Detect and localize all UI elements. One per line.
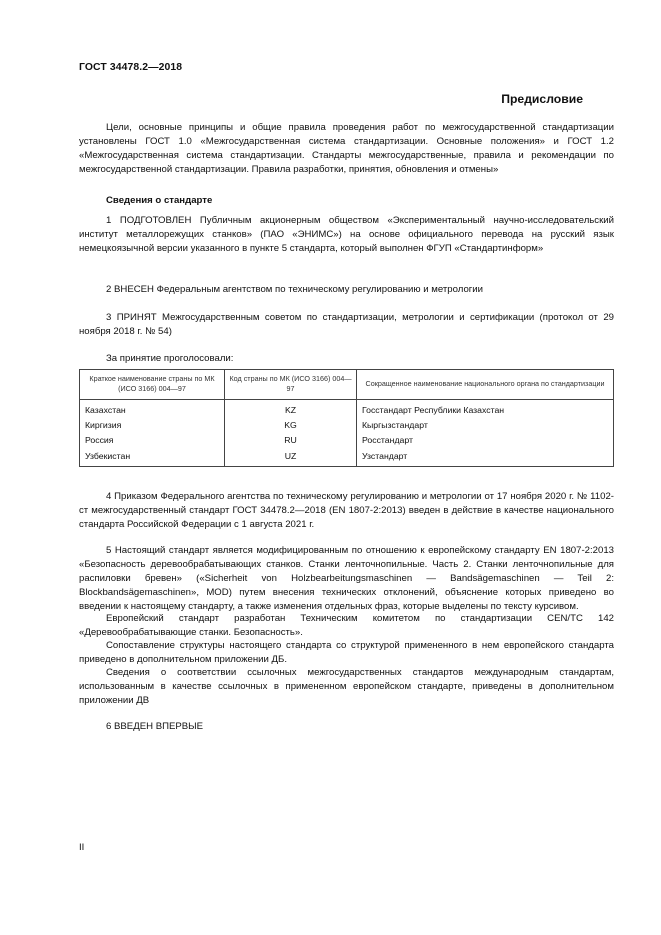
page-number: II	[79, 842, 85, 853]
item-european-developer: Европейский стандарт разработан Техническим комитетом по стандартизации CEN/TC 142 «Деревообрабатывающие станки. Безопасность».	[79, 613, 614, 638]
item-order: 4 Приказом Федерального агентства по техническому регулированию и метрологии от 17 ноября 2020 г. № 1102-ст межгосударственный стандарт ГОСТ 34478.2—2018 (EN 1807-2:2013) введен в действие в качестве национального стандарта Российской Федерации с 1 августа 2021 г.	[79, 491, 614, 530]
item-structure-comparison: Сопоставление структуры настоящего стандарта со структурой примененного в нем европейского стандарта приведено в дополнительном приложении ДБ.	[79, 640, 614, 665]
standard-code-header: ГОСТ 34478.2—2018	[79, 62, 183, 73]
cell-code: UZ	[225, 449, 357, 467]
header-national-body: Сокращенное наименование национального органа по стандартизации	[357, 370, 614, 400]
table-row	[80, 449, 614, 467]
item-prepared: 1 ПОДГОТОВЛЕН Публичным акционерным обществом «Экспериментальный научно-исследовательский институт металлорежущих станков» (ПАО «ЭНИМС») на основе официального перевода на русский язык немецкоязычной версии указанного в пункте 5 стандарта, который выполнен ФГУП «Стандартинформ»	[79, 215, 614, 254]
cell-code: KZ	[225, 400, 357, 419]
item-introduced-by: 2 ВНЕСЕН Федеральным агентством по техническому регулированию и метрологии	[106, 284, 484, 295]
intro-paragraph: Цели, основные принципы и общие правила проведения работ по межгосударственной стандартизации установлены ГОСТ 1.0 «Межгосударственная система стандартизации. Основные положения» и ГОСТ 1.2 «Межгосударственная система стандартизации. Стандарты межгосударственные, правила и рекомендации по межгосударственной стандартизации. Правила разработки, принятия, обновления и отмены»	[79, 122, 614, 175]
cell-country: Узбекистан	[80, 449, 225, 467]
item-references-info: Сведения о соответствии ссылочных межгосударственных стандартов международным стандартам, использованным в качестве ссылочных в примененном европейском стандарте, приведены в дополнительном приложении ДВ	[79, 667, 614, 706]
page-title: Предисловие	[501, 92, 583, 106]
cell-national-body: Кыргызстандарт	[357, 418, 614, 433]
table-row	[80, 400, 614, 419]
item-adopted: 3 ПРИНЯТ Межгосударственным советом по стандартизации, метрологии и сертификации (протокол от 29 ноября 2018 г. № 54)	[79, 312, 614, 337]
item-first-introduced: 6 ВВЕДЕН ВПЕРВЫЕ	[106, 721, 204, 732]
table-row	[80, 433, 614, 448]
header-country: Краткое наименование страны по МК (ИСО 3166) 004—97	[80, 370, 225, 400]
cell-national-body: Узстандарт	[357, 449, 614, 467]
header-code: Код страны по МК (ИСО 3166) 004—97	[225, 370, 357, 400]
votes-table-header-row	[80, 370, 614, 400]
cell-national-body: Госстандарт Республики Казахстан	[357, 400, 614, 419]
cell-country: Киргизия	[80, 418, 225, 433]
item-modified: 5 Настоящий стандарт является модифицированным по отношению к европейскому стандарту EN 1807-2:2013 «Безопасность деревообрабатывающих станков. Станки ленточнопильные. Часть 2. Станки ленточнопильные для распиловки бревен» («Sicherheit von Holzbearbeitungsmaschinen — Bandsägemaschinen — Teil 2: Blockbandsägemaschinen», MOD) путем внесения технических отклонений, объяснение которых приведено во введении к настоящему стандарту, а также изменения отдельных фраз, которые выделены по тексту курсивом.	[79, 545, 614, 612]
cell-country: Казахстан	[80, 400, 225, 419]
table-row	[80, 418, 614, 433]
section-heading: Сведения о стандарте	[106, 195, 213, 206]
cell-country: Россия	[80, 433, 225, 448]
cell-code: KG	[225, 418, 357, 433]
votes-table	[79, 369, 614, 467]
cell-national-body: Росстандарт	[357, 433, 614, 448]
votes-intro: За принятие проголосовали:	[106, 353, 234, 364]
cell-code: RU	[225, 433, 357, 448]
